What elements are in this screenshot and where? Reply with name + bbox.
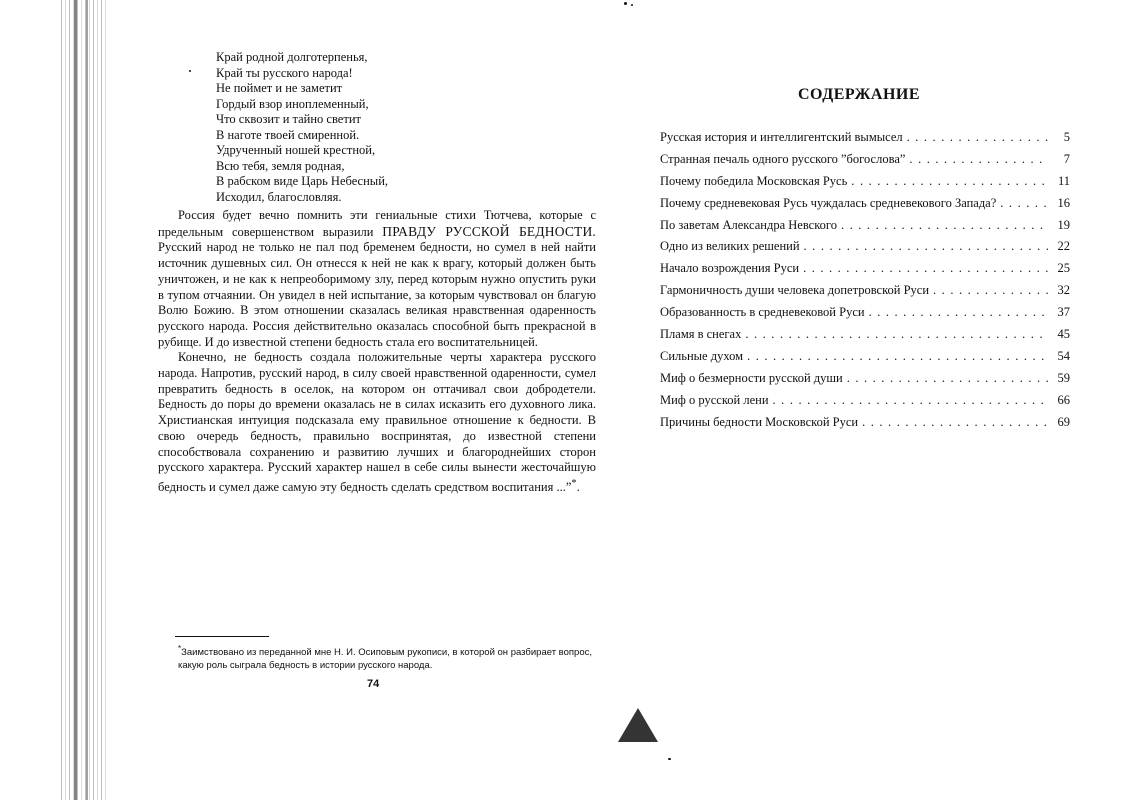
scan-gutter-line [74,0,77,800]
paragraph-end: . [576,480,580,495]
toc-entry-page: 66 [1057,392,1070,407]
emphasis-caps: ПРАВДУ РУССКОЙ БЕДНОСТИ. [382,223,596,239]
poem-line: Гордый взор иноплеменный, [216,96,369,111]
toc-entry-page: 5 [1063,130,1070,144]
toc-leader-dots [907,130,1048,145]
toc-entry-page: 37 [1057,305,1070,320]
table-of-contents [660,130,1070,436]
footnote-mark: * [178,644,182,653]
toc-entry-title: По заветам Александра Невского [660,217,837,232]
toc-entry-page: 32 [1057,283,1070,298]
poem-line: Не поймет и не заметит [216,81,343,95]
footnote-marker[interactable]: * [571,477,577,489]
toc-leader-dots [909,152,1048,167]
toc-entry[interactable] [660,174,1070,196]
toc-entry-page: 45 [1057,327,1070,342]
toc-entry[interactable] [660,349,1070,371]
toc-entry[interactable] [660,130,1070,152]
toc-entry[interactable] [660,261,1070,283]
scan-speck [189,70,191,72]
body-text [158,208,596,496]
toc-leader-dots [747,349,1048,364]
toc-leader-dots [851,174,1048,189]
toc-title: СОДЕРЖАНИЕ [798,86,921,103]
toc-entry-page: 19 [1057,217,1070,232]
toc-entry-page: 16 [1057,195,1070,210]
toc-entry-page: 25 [1057,261,1070,276]
toc-leader-dots [847,371,1048,386]
poem-stanza [216,50,476,205]
scan-speck [631,4,633,6]
poem-line: Край родной долготерпенья, [216,50,368,64]
toc-leader-dots [841,218,1048,233]
toc-entry-page: 22 [1057,239,1070,254]
toc-leader-dots [773,393,1048,408]
toc-entry-title: Русская история и интеллигентский вымысел [660,130,903,144]
toc-entry-title: Причины бедности Московской Руси [660,414,859,429]
toc-leader-dots [862,415,1048,430]
toc-entry-title: Пламя в снегах [660,327,742,342]
toc-entry[interactable] [660,371,1070,393]
scan-speck [624,2,627,5]
toc-entry-title: Миф о безмерности русской души [660,370,843,385]
toc-entry[interactable] [660,393,1070,415]
poem-line: В наготе твоей смиренной. [216,127,360,142]
scan-ink-blot [618,708,658,742]
toc-entry-page: 69 [1057,414,1070,429]
paragraph-text: Русский народ не только не пал под бременем бедности, но сумел в ней найти источник душевных сил. Он отнесся к ней не как к врагу, который должен быть уничтожен, и не как к непреоборимому злу, перед которым нужно опустить руки в тупом отчаянии. Он увидел в ней испытание, за которым чувствовал он благую Волю Божию. В этом отношении сказалась великая нравственная одаренность русского народа. Россия действительно оказалась способной быть прекрасной в рубище. И до известной степени бедность стала его воспитательницей. [158,240,596,349]
toc-entry-title: Почему победила Московская Русь [660,173,848,188]
poem-line: Всю тебя, земля родная, [216,158,345,173]
poem-line: Удрученный ношей крестной, [216,143,376,157]
toc-entry[interactable] [660,152,1070,174]
paragraph [158,208,596,350]
footnote-divider [175,636,269,637]
paragraph-text: Россия будет вечно помнить эти гениальные стихи Тютчева, которые с предельным совершенством выразили [158,208,596,239]
toc-entry[interactable] [660,218,1070,240]
toc-entry[interactable] [660,196,1070,218]
poem-line: Край ты русского народа! [216,65,353,80]
toc-leader-dots [804,239,1048,254]
toc-entry-page: 59 [1057,370,1070,385]
scan-gutter-shadow [58,0,106,800]
toc-leader-dots [1000,196,1048,211]
poem-line: В рабском виде Царь Небесный, [216,174,389,188]
scan-speck [668,758,671,760]
toc-entry-title: Сильные духом [660,348,744,363]
footnote [178,642,598,672]
toc-entry-page: 54 [1057,348,1070,363]
toc-entry-title: Гармоничность души человека допетровской Руси [660,283,930,298]
paragraph [158,350,596,495]
toc-leader-dots [803,261,1048,276]
toc-entry[interactable] [660,327,1070,349]
toc-leader-dots [745,327,1048,342]
page-number: 74 [367,678,380,690]
toc-entry-title: Почему средневековая Русь чуждалась средневекового Запада? [660,195,997,210]
toc-entry-title: Начало возрождения Руси [660,261,800,276]
scan-gutter-line [86,0,88,800]
toc-entry-title: Одно из великих решений [660,239,800,254]
toc-entry-title: Миф о русской лени [660,392,769,407]
toc-entry[interactable] [660,283,1070,305]
toc-entry[interactable] [660,415,1070,437]
footnote-text: Заимствовано из переданной мне Н. И. Осиповым рукописи, в которой он разбирает вопрос, какую роль сыграла бедность в истории русского народа. [178,647,593,672]
toc-entry[interactable] [660,239,1070,261]
paragraph-text: Конечно, не бедность создала положительные черты характера русского народа. Напротив, русский народ, в силу своей нравственной одаренности, сумел превратить бедность в оселок, на котором он оттачивал свои добродетели. Бедность до поры до времени оказалась не в силах исказить его духовного лика. Христианская интуиция подсказала ему правильное отношение к бедности. В свою очередь бедность, правильно воспринятая, до известной степени способствовала сохранению и развитию лучших и благороднейших сторон русского характера. Русский характер нашел в себе силы вынести жесточайшую бедность и сумел даже самую эту бедность сделать средством воспитания ...” [158,350,596,495]
toc-entry[interactable] [660,305,1070,327]
toc-entry-title: Образованность в средневековой Руси [660,305,865,320]
poem-line: Исходил, благословляя. [216,189,342,204]
toc-entry-page: 7 [1063,151,1070,166]
poem-line: Что сквозит и тайно светит [216,112,361,126]
toc-entry-page: 11 [1057,173,1070,188]
toc-entry-title: Странная печаль одного русского ”богослова” [660,151,906,166]
toc-leader-dots [869,305,1048,320]
toc-leader-dots [933,283,1048,298]
